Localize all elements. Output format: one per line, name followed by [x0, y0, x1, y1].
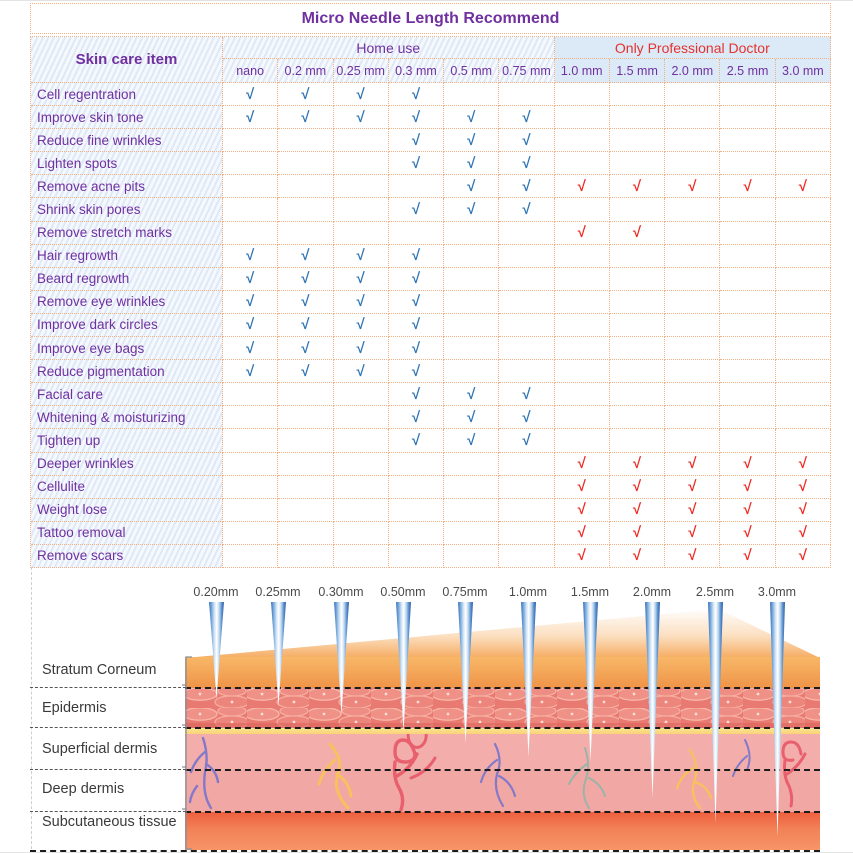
check-cell: √: [610, 222, 665, 245]
check-cell: √: [665, 175, 720, 198]
check-cell: √: [278, 83, 333, 106]
empty-cell: [334, 383, 389, 406]
check-cell: √: [278, 314, 333, 337]
check-cell: √: [389, 245, 444, 268]
needle-label-2.0mm: 2.0mm: [632, 585, 672, 599]
check-cell: √: [334, 268, 389, 291]
empty-cell: [720, 245, 775, 268]
check-cell: √: [499, 152, 554, 175]
row-label: Lighten spots: [31, 152, 223, 175]
needle-label-2.5mm: 2.5mm: [695, 585, 735, 599]
empty-cell: [334, 429, 389, 452]
needle-label-1.0mm: 1.0mm: [508, 585, 548, 599]
empty-cell: [444, 360, 499, 383]
check-cell: √: [223, 83, 278, 106]
check-cell: √: [389, 83, 444, 106]
check-cell: √: [444, 383, 499, 406]
empty-cell: [444, 453, 499, 476]
check-cell: √: [389, 314, 444, 337]
check-cell: √: [444, 106, 499, 129]
check-cell: √: [334, 360, 389, 383]
empty-cell: [444, 291, 499, 314]
needle-label-0.50mm: 0.50mm: [380, 585, 426, 599]
check-cell: √: [223, 360, 278, 383]
layer-label-deep-dermis: Deep dermis: [42, 781, 125, 797]
empty-cell: [334, 453, 389, 476]
check-cell: √: [499, 198, 554, 221]
empty-cell: [555, 314, 610, 337]
layer-label-stratum-corneum: Stratum Corneum: [42, 662, 157, 678]
empty-cell: [720, 198, 775, 221]
empty-cell: [610, 83, 665, 106]
empty-cell: [389, 453, 444, 476]
row-label: Reduce pigmentation: [31, 360, 223, 383]
layer-boundary-dash: [30, 769, 186, 770]
row-label: Improve dark circles: [31, 314, 223, 337]
layer-boundary-dash: [30, 687, 186, 688]
check-cell: √: [389, 337, 444, 360]
row-label: Shrink skin pores: [31, 198, 223, 221]
empty-cell: [444, 222, 499, 245]
check-cell: √: [389, 360, 444, 383]
check-cell: √: [223, 291, 278, 314]
empty-cell: [444, 83, 499, 106]
empty-cell: [499, 268, 554, 291]
empty-cell: [610, 337, 665, 360]
empty-cell: [555, 129, 610, 152]
check-cell: √: [278, 360, 333, 383]
empty-cell: [334, 499, 389, 522]
empty-cell: [720, 268, 775, 291]
empty-cell: [610, 314, 665, 337]
check-cell: √: [610, 175, 665, 198]
empty-cell: [444, 545, 499, 568]
check-cell: √: [334, 314, 389, 337]
row-label: Reduce fine wrinkles: [31, 129, 223, 152]
check-cell: √: [499, 175, 554, 198]
check-cell: √: [610, 476, 665, 499]
empty-cell: [610, 383, 665, 406]
empty-cell: [555, 106, 610, 129]
row-label: Cellulite: [31, 476, 223, 499]
empty-cell: [665, 429, 720, 452]
empty-cell: [665, 406, 720, 429]
check-cell: √: [389, 106, 444, 129]
empty-cell: [610, 129, 665, 152]
empty-cell: [278, 429, 333, 452]
empty-cell: [776, 198, 831, 221]
check-cell: √: [555, 453, 610, 476]
empty-cell: [776, 337, 831, 360]
check-cell: √: [499, 406, 554, 429]
needle-label-3.0mm: 3.0mm: [757, 585, 797, 599]
empty-cell: [334, 175, 389, 198]
empty-cell: [499, 291, 554, 314]
empty-cell: [223, 476, 278, 499]
empty-cell: [665, 245, 720, 268]
empty-cell: [334, 522, 389, 545]
empty-cell: [499, 314, 554, 337]
row-label: Weight lose: [31, 499, 223, 522]
empty-cell: [223, 499, 278, 522]
empty-cell: [720, 406, 775, 429]
subcutaneous-tissue-layer: [185, 812, 820, 850]
check-cell: √: [444, 198, 499, 221]
empty-cell: [499, 476, 554, 499]
row-label: Facial care: [31, 383, 223, 406]
empty-cell: [389, 499, 444, 522]
empty-cell: [278, 453, 333, 476]
check-cell: √: [776, 522, 831, 545]
row-label: Hair regrowth: [31, 245, 223, 268]
empty-cell: [223, 429, 278, 452]
check-cell: √: [278, 245, 333, 268]
needle-label-0.20mm: 0.20mm: [193, 585, 239, 599]
empty-cell: [444, 476, 499, 499]
empty-cell: [720, 106, 775, 129]
check-cell: √: [665, 453, 720, 476]
check-cell: √: [389, 268, 444, 291]
empty-cell: [278, 198, 333, 221]
skin-boundary-dash: [185, 687, 820, 689]
check-cell: √: [776, 453, 831, 476]
empty-cell: [610, 106, 665, 129]
check-cell: √: [444, 175, 499, 198]
empty-cell: [610, 245, 665, 268]
check-cell: √: [555, 222, 610, 245]
empty-cell: [610, 268, 665, 291]
check-cell: √: [389, 129, 444, 152]
empty-cell: [334, 406, 389, 429]
empty-cell: [665, 383, 720, 406]
skin-boundary-dash: [185, 727, 820, 729]
check-cell: √: [334, 106, 389, 129]
check-cell: √: [720, 175, 775, 198]
row-label: Beard regrowth: [31, 268, 223, 291]
needle-label-0.25mm: 0.25mm: [255, 585, 301, 599]
empty-cell: [776, 383, 831, 406]
check-cell: √: [665, 522, 720, 545]
empty-cell: [278, 222, 333, 245]
empty-cell: [389, 522, 444, 545]
check-cell: √: [444, 406, 499, 429]
column-header: 3.0 mm: [776, 59, 831, 83]
empty-cell: [278, 383, 333, 406]
empty-cell: [665, 129, 720, 152]
empty-cell: [776, 360, 831, 383]
empty-cell: [610, 360, 665, 383]
check-cell: √: [389, 152, 444, 175]
column-header: 1.5 mm: [610, 59, 665, 83]
empty-cell: [278, 476, 333, 499]
empty-cell: [555, 198, 610, 221]
empty-cell: [444, 314, 499, 337]
empty-cell: [278, 522, 333, 545]
row-label: Whitening & moisturizing: [31, 406, 223, 429]
check-cell: √: [334, 337, 389, 360]
empty-cell: [776, 152, 831, 175]
empty-cell: [555, 245, 610, 268]
check-cell: √: [278, 106, 333, 129]
column-header: 0.5 mm: [444, 59, 499, 83]
empty-cell: [334, 152, 389, 175]
row-label: Remove stretch marks: [31, 222, 223, 245]
group-header: Only Professional Doctor: [555, 37, 831, 59]
empty-cell: [223, 406, 278, 429]
needle-label-0.75mm: 0.75mm: [442, 585, 488, 599]
check-cell: √: [610, 545, 665, 568]
empty-cell: [334, 129, 389, 152]
empty-cell: [776, 83, 831, 106]
empty-cell: [665, 360, 720, 383]
column-header: 2.0 mm: [665, 59, 720, 83]
column-header: 0.2 mm: [278, 59, 333, 83]
layer-label-epidermis: Epidermis: [42, 700, 107, 716]
empty-cell: [720, 360, 775, 383]
empty-cell: [555, 383, 610, 406]
empty-cell: [610, 198, 665, 221]
row-label: Improve eye bags: [31, 337, 223, 360]
epidermis-layer: [185, 688, 820, 728]
empty-cell: [334, 222, 389, 245]
check-cell: √: [223, 245, 278, 268]
empty-cell: [389, 476, 444, 499]
check-cell: √: [278, 291, 333, 314]
check-cell: √: [334, 291, 389, 314]
group-header: Home use: [223, 37, 555, 59]
check-cell: √: [720, 453, 775, 476]
row-label: Cell regentration: [31, 83, 223, 106]
check-cell: √: [665, 476, 720, 499]
empty-cell: [720, 129, 775, 152]
check-cell: √: [389, 383, 444, 406]
empty-cell: [499, 245, 554, 268]
check-cell: √: [610, 522, 665, 545]
empty-cell: [278, 152, 333, 175]
empty-cell: [776, 406, 831, 429]
check-cell: √: [499, 383, 554, 406]
empty-cell: [555, 83, 610, 106]
empty-cell: [334, 476, 389, 499]
row-label: Tattoo removal: [31, 522, 223, 545]
empty-cell: [555, 429, 610, 452]
empty-cell: [665, 314, 720, 337]
empty-cell: [555, 406, 610, 429]
empty-cell: [223, 222, 278, 245]
empty-cell: [776, 314, 831, 337]
empty-cell: [665, 198, 720, 221]
check-cell: √: [720, 545, 775, 568]
empty-cell: [665, 291, 720, 314]
empty-cell: [389, 175, 444, 198]
row-label: Improve skin tone: [31, 106, 223, 129]
check-cell: √: [555, 522, 610, 545]
check-cell: √: [610, 453, 665, 476]
check-cell: √: [389, 429, 444, 452]
check-cell: √: [499, 106, 554, 129]
empty-cell: [499, 337, 554, 360]
empty-cell: [444, 499, 499, 522]
empty-cell: [499, 545, 554, 568]
check-cell: √: [720, 476, 775, 499]
empty-cell: [444, 337, 499, 360]
check-cell: √: [555, 499, 610, 522]
empty-cell: [334, 545, 389, 568]
empty-cell: [610, 152, 665, 175]
needle-label-0.30mm: 0.30mm: [318, 585, 364, 599]
empty-cell: [610, 291, 665, 314]
check-cell: √: [444, 429, 499, 452]
empty-cell: [776, 291, 831, 314]
skin-boundary-dash: [185, 811, 820, 813]
check-cell: √: [610, 499, 665, 522]
empty-cell: [720, 83, 775, 106]
empty-cell: [720, 337, 775, 360]
empty-cell: [555, 291, 610, 314]
check-cell: √: [334, 83, 389, 106]
check-cell: √: [389, 291, 444, 314]
layer-label-superficial-dermis: Superficial dermis: [42, 741, 158, 757]
column-header: 0.75 mm: [499, 59, 554, 83]
check-cell: √: [223, 314, 278, 337]
empty-cell: [776, 268, 831, 291]
check-cell: √: [334, 245, 389, 268]
row-label: Deeper wrinkles: [31, 453, 223, 476]
empty-cell: [776, 245, 831, 268]
empty-cell: [444, 268, 499, 291]
check-cell: √: [223, 337, 278, 360]
empty-cell: [720, 383, 775, 406]
column-header: 2.5 mm: [720, 59, 775, 83]
empty-cell: [444, 522, 499, 545]
check-cell: √: [278, 268, 333, 291]
recommend-table: [30, 36, 831, 568]
empty-cell: [499, 522, 554, 545]
check-cell: √: [389, 198, 444, 221]
empty-cell: [223, 522, 278, 545]
empty-cell: [610, 406, 665, 429]
empty-cell: [720, 429, 775, 452]
empty-cell: [665, 222, 720, 245]
empty-cell: [278, 129, 333, 152]
empty-cell: [555, 268, 610, 291]
empty-cell: [720, 291, 775, 314]
empty-cell: [610, 429, 665, 452]
layer-boundary-dash: [30, 850, 820, 852]
empty-cell: [223, 453, 278, 476]
empty-cell: [776, 429, 831, 452]
empty-cell: [665, 268, 720, 291]
empty-cell: [555, 152, 610, 175]
check-cell: √: [665, 499, 720, 522]
check-cell: √: [776, 499, 831, 522]
empty-cell: [665, 152, 720, 175]
check-cell: √: [776, 545, 831, 568]
check-cell: √: [665, 545, 720, 568]
check-cell: √: [555, 545, 610, 568]
column-header: 0.3 mm: [389, 59, 444, 83]
empty-cell: [223, 175, 278, 198]
empty-cell: [278, 499, 333, 522]
layer-label-subcutaneous-tissue: Subcutaneous tissue: [42, 814, 177, 830]
empty-cell: [223, 152, 278, 175]
skin-boundary-dash: [185, 769, 820, 771]
empty-cell: [278, 406, 333, 429]
empty-cell: [223, 383, 278, 406]
column-header: 1.0 mm: [555, 59, 610, 83]
empty-cell: [555, 337, 610, 360]
column-header: 0.25 mm: [334, 59, 389, 83]
check-cell: √: [776, 476, 831, 499]
needle-depth-diagram: [0, 567, 853, 853]
check-cell: √: [499, 129, 554, 152]
layer-boundary-dash: [30, 811, 186, 812]
check-cell: √: [389, 406, 444, 429]
empty-cell: [720, 152, 775, 175]
vessel-graphics: [185, 734, 820, 812]
check-cell: √: [444, 152, 499, 175]
check-cell: √: [720, 499, 775, 522]
empty-cell: [278, 175, 333, 198]
row-label: Tighten up: [31, 429, 223, 452]
needle-label-1.5mm: 1.5mm: [570, 585, 610, 599]
empty-cell: [776, 222, 831, 245]
row-label: Remove eye wrinkles: [31, 291, 223, 314]
check-cell: √: [278, 337, 333, 360]
empty-cell: [334, 198, 389, 221]
check-cell: √: [499, 429, 554, 452]
empty-cell: [444, 245, 499, 268]
check-cell: √: [720, 522, 775, 545]
page-title: Micro Needle Length Recommend: [30, 3, 831, 34]
check-cell: √: [444, 129, 499, 152]
empty-cell: [223, 545, 278, 568]
column-header: nano: [223, 59, 278, 83]
empty-cell: [499, 222, 554, 245]
empty-cell: [665, 83, 720, 106]
empty-cell: [499, 453, 554, 476]
empty-cell: [720, 314, 775, 337]
empty-cell: [278, 545, 333, 568]
empty-cell: [665, 106, 720, 129]
empty-cell: [389, 545, 444, 568]
row-label: Remove acne pits: [31, 175, 223, 198]
check-cell: √: [555, 476, 610, 499]
check-cell: √: [776, 175, 831, 198]
empty-cell: [720, 222, 775, 245]
empty-cell: [776, 106, 831, 129]
empty-cell: [223, 198, 278, 221]
check-cell: √: [555, 175, 610, 198]
empty-cell: [776, 129, 831, 152]
check-cell: √: [223, 106, 278, 129]
empty-cell: [499, 499, 554, 522]
empty-cell: [389, 222, 444, 245]
empty-cell: [223, 129, 278, 152]
layer-boundary-dash: [30, 727, 186, 728]
empty-cell: [665, 337, 720, 360]
corner-header: Skin care item: [31, 37, 223, 83]
empty-cell: [499, 83, 554, 106]
empty-cell: [499, 360, 554, 383]
row-label: Remove scars: [31, 545, 223, 568]
check-cell: √: [223, 268, 278, 291]
empty-cell: [555, 360, 610, 383]
